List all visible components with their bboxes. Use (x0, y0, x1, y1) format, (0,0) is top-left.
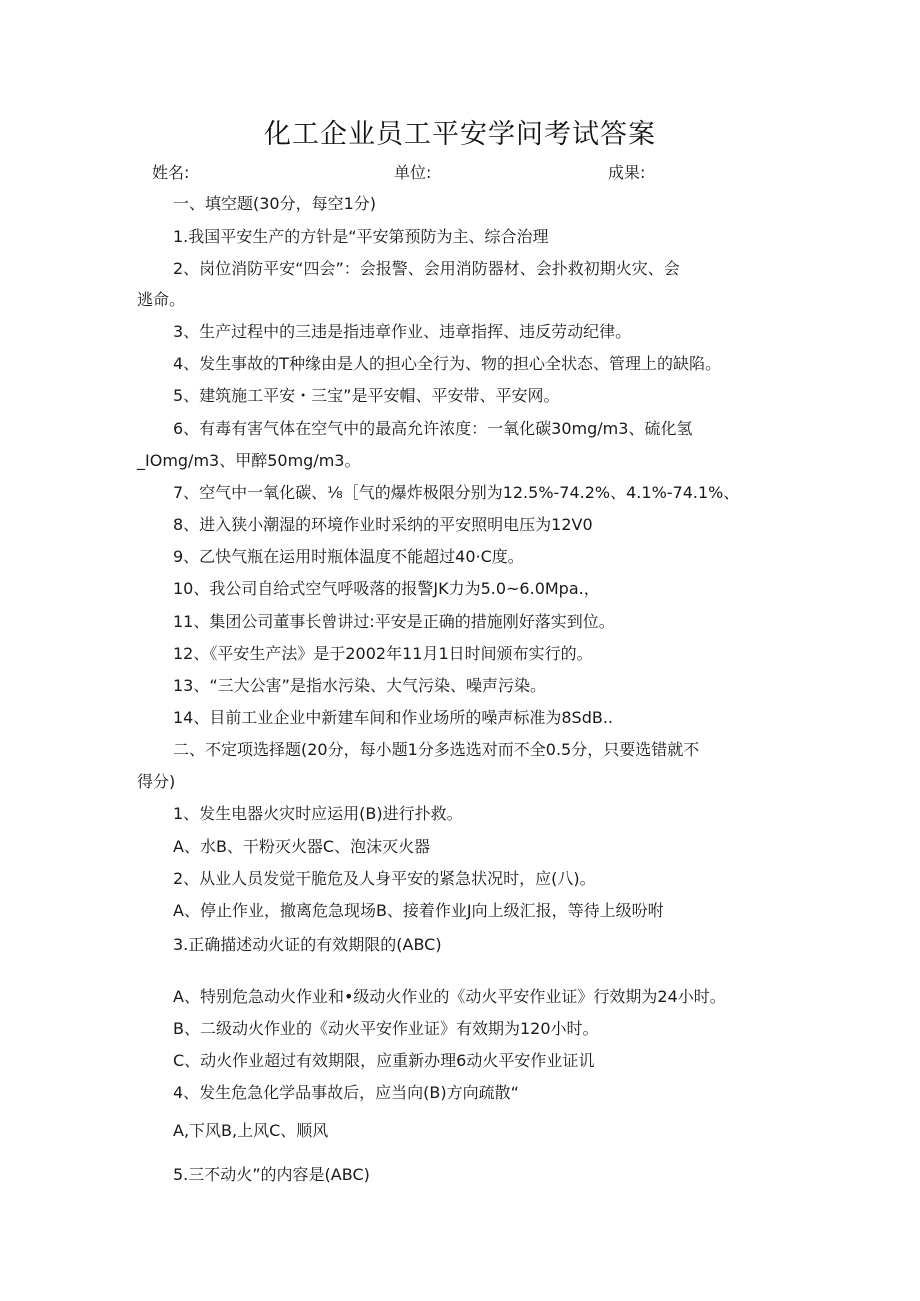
section2-heading: 二、不定项选择题(20分，每小题1分多选选对而不全0.5分，只要选错就不 (173, 740, 700, 759)
s2-question-3: 3.正确描述动火证的有效期限的(ABC) (173, 935, 442, 954)
s2-question-3-option-a: A、特别危急动火作业和•级动火作业的《动火平安作业证》行效期为24小时。 (173, 987, 726, 1006)
s1-question-6-cont: _IOmg/m3、甲醉50mg∕m3。 (137, 451, 361, 470)
s2-question-4: 4、发生危急化学品事故后，应当向(B)方向疏散“ (173, 1083, 519, 1102)
s2-question-2: 2、从业人员发觉干脆危及人身平安的紧急状况时，应(八)。 (173, 869, 596, 888)
s1-question-13: 13、“三大公害”是指水污染、大气污染、噪声污染。 (173, 676, 546, 695)
s1-question-4: 4、发生事故的T种缘由是人的担心全行为、物的担心全状态、管理上的缺陷。 (173, 354, 721, 373)
s2-question-1-options: A、水B、干粉灭火器C、泡沫灭火器 (173, 837, 431, 856)
document-title: 化工企业员工平安学问考试答案 (264, 119, 656, 150)
section2-heading-cont: 得分) (137, 772, 176, 791)
header-fields (152, 160, 712, 184)
s2-question-4-options: A,下风B,上风C、顺风 (173, 1121, 329, 1140)
s2-question-3-option-b: B、二级动火作业的《动火平安作业证》有效期为120小时。 (173, 1019, 599, 1038)
score-label: 成果: (608, 163, 646, 182)
s1-question-12: 12、《平安生产法》是于2002年11月1日时间颁布实行的。 (173, 644, 593, 663)
unit-label: 单位: (394, 163, 432, 182)
s1-question-3: 3、生产过程中的三违是指违章作业、违章指挥、违反劳动纪律。 (173, 322, 632, 341)
name-label: 姓名: (152, 163, 190, 182)
s1-question-6: 6、有毒有害气体在空气中的最高允许浓度：一氧化碳30mg∕m3、硫化氢 (173, 419, 693, 438)
s1-question-7: 7、空气中一氧化碳、⅛［气的爆炸极限分别为12.5%-74.2%、4.1%-74.1%、 (173, 483, 740, 502)
s2-question-1: 1、发生电器火灾时应运用(B)进行扑救。 (173, 804, 463, 823)
s1-question-14: 14、目前工业企业中新建车间和作业场所的噪声标准为8SdB.. (173, 708, 614, 727)
section1-heading: 一、填空题(30分，每空1分) (173, 194, 377, 213)
s1-question-1: 1.我国平安生产的方针是“平安第预防为主、综合治理 (173, 227, 549, 246)
s1-question-11: 11、集团公司董事长曾讲过:平安是正确的措施刚好落实到位。 (173, 612, 615, 631)
s1-question-2-cont: 逃命。 (137, 290, 186, 309)
s1-question-5: 5、建筑施工平安・三宝”是平安帽、平安带、平安网。 (173, 386, 560, 405)
s1-question-2: 2、岗位消防平安“四会”：会报警、会用消防器材、会扑救初期火灾、会 (173, 259, 680, 278)
s1-question-10: 10、我公司自给式空气呼吸落的报警JK力为5.0~6.0Mpa.， (173, 579, 600, 598)
s1-question-8: 8、进入狭小潮湿的环境作业时采纳的平安照明电压为12V0 (173, 515, 593, 534)
s2-question-2-options: A、停止作业，撤离危急现场B、接着作业J向上级汇报，等待上级吩咐 (173, 901, 664, 920)
s2-question-5: 5.三不动火”的内容是(ABC) (173, 1165, 370, 1184)
s1-question-9: 9、乙快气瓶在运用时瓶体温度不能超过40·C度。 (173, 547, 524, 566)
s2-question-3-option-c: C、动火作业超过有效期限，应重新办理6动火平安作业证讥 (173, 1051, 595, 1070)
